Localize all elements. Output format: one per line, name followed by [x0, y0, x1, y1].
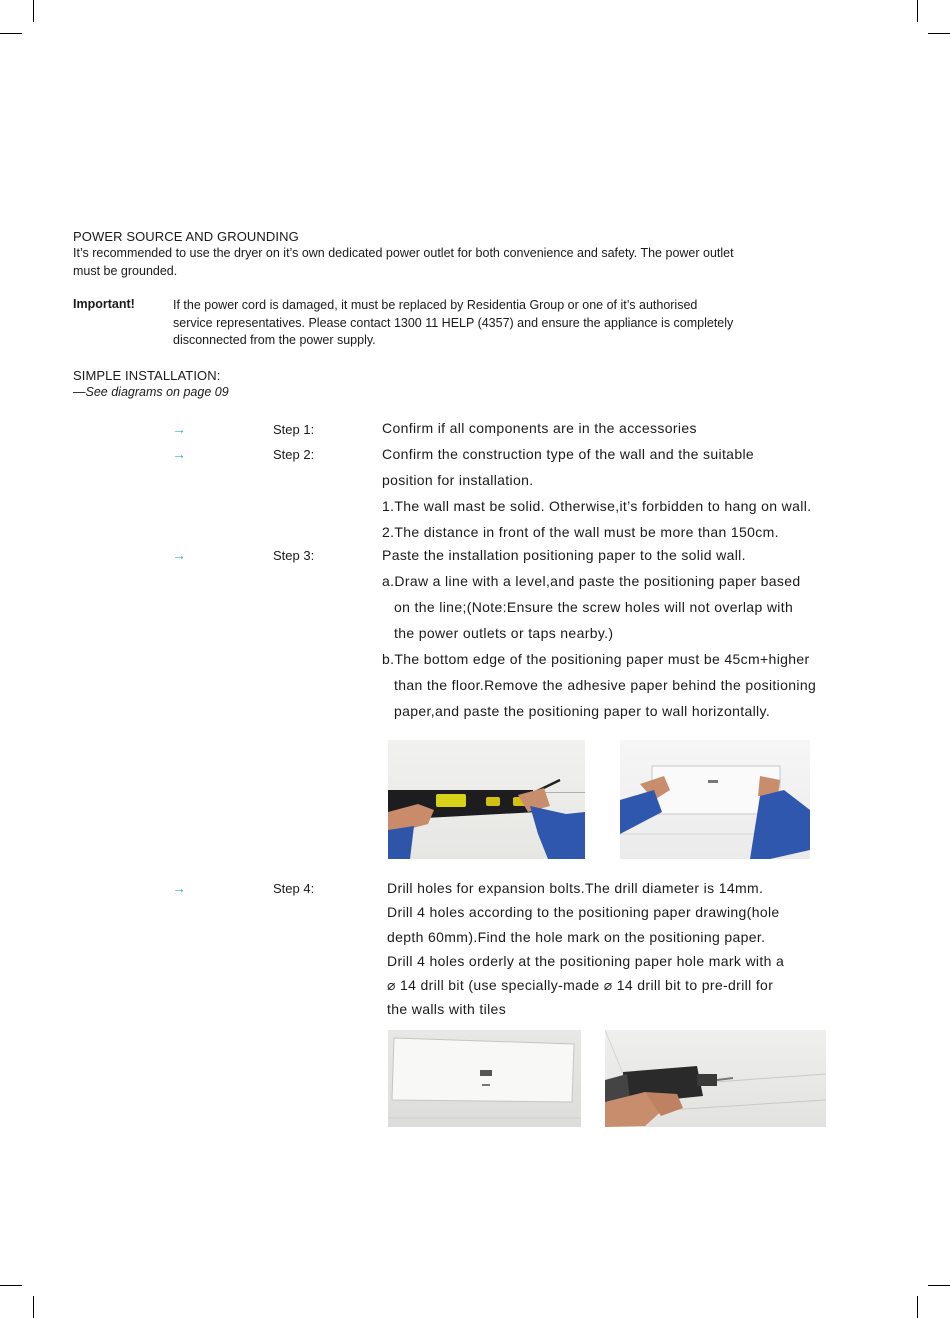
step-4-line: ⌀ 14 drill bit (use specially-made ⌀ 14 drill bit to pre-drill for: [387, 977, 774, 993]
important-line: disconnected from the power supply.: [173, 333, 376, 347]
important-text: [173, 297, 833, 350]
crop-mark: [33, 0, 34, 22]
arrow-icon: →: [172, 547, 186, 563]
crop-mark: [33, 1296, 34, 1318]
step-4-line: Drill 4 holes orderly at the positioning paper hole mark with a: [387, 953, 785, 969]
step-3-line: paper,and paste the positioning paper to wall horizontally.: [394, 703, 771, 719]
step-4-line: depth 60mm).Find the hole mark on the positioning paper.: [387, 929, 766, 945]
step-1-label: Step 1:: [273, 422, 315, 437]
step-2-line: Confirm the construction type of the wall and the suitable: [382, 446, 755, 462]
step-1-line: Confirm if all components are in the accessories: [382, 420, 697, 436]
photo-positioning-paper: [388, 1030, 581, 1127]
crop-mark: [0, 33, 22, 34]
crop-mark: [917, 0, 918, 22]
step-2-line: 2.The distance in front of the wall must be more than 150cm.: [382, 524, 779, 540]
photo-drilling-holes: [605, 1030, 826, 1127]
step-2-line: position for installation.: [382, 472, 534, 488]
level-photo-illustration: [388, 740, 585, 859]
important-line: service representatives. Please contact 1300 11 HELP (4357) and ensure the appliance is completely: [173, 315, 734, 330]
installation-section-title: SIMPLE INSTALLATION:: [73, 368, 221, 383]
step-2-line: 1.The wall mast be solid. Otherwise,it’s forbidden to hang on wall.: [382, 498, 812, 514]
positioning-paper-illustration: [388, 1030, 581, 1127]
step-2-label: Step 2:: [273, 447, 315, 462]
crop-mark: [928, 1285, 950, 1286]
crop-mark: [0, 1285, 22, 1286]
important-line: If the power cord is damaged, it must be replaced by Residentia Group or one of it’s authorised: [173, 298, 698, 312]
photo-drawing-level-line: [388, 740, 585, 859]
drilling-illustration: [605, 1030, 826, 1127]
crop-mark: [928, 33, 950, 34]
paste-photo-illustration: [620, 740, 810, 859]
power-line: must be grounded.: [73, 263, 178, 278]
see-diagrams-note: —See diagrams on page 09: [73, 385, 229, 399]
crop-mark: [917, 1296, 918, 1318]
arrow-icon: →: [172, 421, 186, 437]
step-3-line: a.Draw a line with a level,and paste the positioning paper based: [382, 573, 801, 589]
step-4-line: Drill 4 holes according to the positioning paper drawing(hole: [387, 904, 780, 920]
power-line: It’s recommended to use the dryer on it’s own dedicated power outlet for both convenience and safety. The power outlet: [73, 246, 734, 260]
step-3-line: than the floor.Remove the adhesive paper behind the positioning: [394, 677, 817, 693]
step-3-line: b.The bottom edge of the positioning paper must be 45cm+higher: [382, 651, 810, 667]
power-section-title: POWER SOURCE AND GROUNDING: [73, 229, 299, 244]
arrow-icon: →: [172, 446, 186, 462]
step-3-line: on the line;(Note:Ensure the screw holes will not overlap with: [394, 599, 794, 615]
step-3-label: Step 3:: [273, 548, 315, 563]
step-3-line: the power outlets or taps nearby.): [394, 625, 614, 641]
step-3-line: Paste the installation positioning paper to the solid wall.: [382, 547, 746, 563]
step-4-label: Step 4:: [273, 881, 315, 896]
step-4-line: Drill holes for expansion bolts.The drill diameter is 14mm.: [387, 880, 764, 896]
power-paragraph: [73, 245, 863, 280]
photo-pasting-paper: [620, 740, 810, 859]
arrow-icon: →: [172, 880, 186, 896]
important-label: Important!: [73, 297, 135, 311]
step-4-line: the walls with tiles: [387, 1001, 507, 1017]
